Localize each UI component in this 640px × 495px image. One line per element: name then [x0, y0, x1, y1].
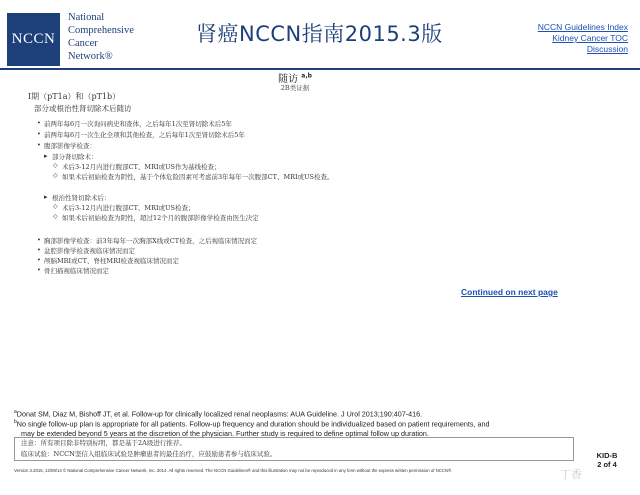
page-id: KID-B	[596, 451, 618, 460]
top-links	[538, 22, 628, 55]
footnote-b	[14, 418, 489, 428]
section-title-sup: a,b	[301, 72, 312, 80]
logo-line-2: Comprehensive	[68, 25, 134, 36]
continued-next-page-link[interactable]: Continued on next page	[461, 287, 558, 297]
logo-line-1: National	[68, 12, 105, 23]
list-item: • 前两年每6月一次询问病史和查体，之后每年1次至肾切除术后5年	[44, 119, 232, 128]
list-item: ◇ 如果术后初始检查为阴性，基于个体危险因素可考虑前3年每年一次腹部CT、MRI或US检查。	[62, 172, 334, 181]
list-item: ▸ 部分肾切除术：	[52, 152, 98, 161]
list-item: • 颅脑MRI或CT、脊柱MRI检查视临床情况而定	[44, 256, 179, 265]
watermark: 丁香	[560, 468, 582, 481]
list-item: ◇ 如果术后初始检查为阴性，超过12个月的腹部影像学检查由医生决定	[62, 213, 259, 222]
list-item: ▸ 根治性肾切除术后：	[52, 193, 111, 202]
nccn-logo	[7, 13, 60, 66]
logo-line-3: Cancer	[68, 38, 98, 49]
footnote-a-mark: a	[14, 409, 17, 415]
list-item: • 骨扫描视临床情况而定	[44, 266, 109, 275]
footnote-a	[14, 408, 489, 418]
copyright-text: Version 3.2015, 12/09/14 © National Comprehensive Cancer Network, Inc. 2014. All rights reserved. The NCCN Guidelines® and this illustration may not be reproduced in any form without the express written permission of NCCN®.	[14, 468, 453, 473]
note-line-1: 注意：所有项目除非特别标明，都是基于2A级进行推荐。	[21, 439, 186, 447]
page-number: 2 of 4	[597, 460, 617, 469]
list-item: • 盆腔影像学检查视临床情况而定	[44, 246, 135, 255]
list-item: • 胸部影像学检查：前3年每年一次胸部X线或CT检查，之后视临床情况而定	[44, 236, 257, 245]
footnote-b-cont: may be extended beyond 5 years at the discretion of the physician. Further study is required to define optimal follow up duration.	[21, 428, 429, 438]
logo-abbr: NCCN	[11, 31, 56, 47]
list-item: • 腹部影像学检查：	[44, 141, 96, 150]
guidelines-index-link[interactable]: NCCN Guidelines Index	[537, 22, 628, 32]
section-subtitle: 2B类证据	[280, 84, 310, 92]
page-indicator	[590, 451, 624, 469]
list-item: ◇ 术后3-12月内进行腹部CT、MRI或US作为基线检查；	[62, 162, 220, 171]
note-line-2: 临床试验：NCCN坚信入组临床试验是肿瘤患者的最佳治疗，应鼓励患者参与临床试验。	[21, 450, 277, 458]
list-item: ◇ 术后3-12月内进行腹部CT、MRI或US检查；	[62, 203, 194, 212]
logo-line-4: Network®	[68, 51, 113, 62]
footnote-b-text: No single follow-up plan is appropriate for all patients. Follow-up frequency and duration should be individualized based on patient requirements, and	[16, 419, 490, 429]
logo-text	[68, 11, 134, 63]
list-item: • 前两年每6月一次生化全项和其他检查，之后每年1次至肾切除术后5年	[44, 130, 245, 139]
kidney-cancer-toc-link[interactable]: Kidney Cancer TOC	[552, 33, 628, 43]
note-box	[14, 437, 574, 461]
discussion-link[interactable]: Discussion	[586, 44, 628, 54]
footnote-a-text: Donat SM, Diaz M, Bishoff JT, et al. Follow-up for clinically localized renal neoplasms: AUA Guideline. J Urol 2013;190:407-416.	[16, 409, 423, 419]
footnote-b-mark: b	[14, 419, 17, 426]
section-title-text: 随访	[278, 74, 299, 85]
document-title: 肾癌NCCN指南2015.3版	[196, 22, 443, 46]
stage-subheading: 部分或根治性肾切除术后随访	[34, 104, 132, 113]
footnotes	[14, 408, 489, 438]
stage-heading: I期（pT1a）和（pT1b）	[28, 92, 121, 101]
